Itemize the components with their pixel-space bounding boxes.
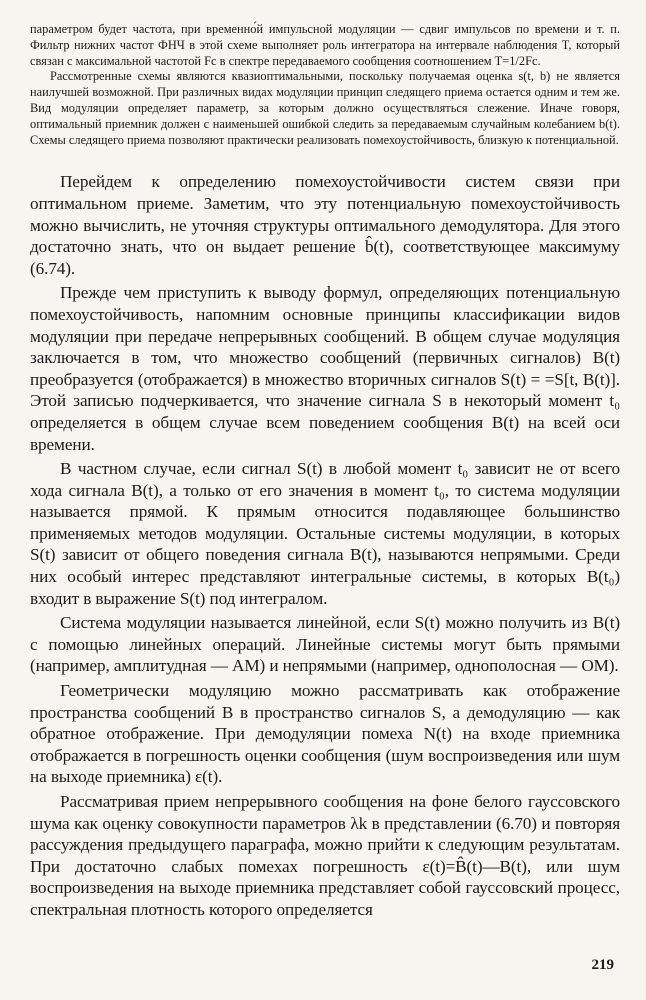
- main-paragraph: Прежде чем приступить к выводу формул, определяющих потенциальную помехоустойчивость, напомним основные принципы классификации видов модуляции при передаче непрерывных сообщений. В общем случае модуляция заключается в том, что множество сообщений (первичных сигналов) B(t) преобразуется (отображается) в множество вторичных сигналов S(t) = =S[t, B(t)]. Этой записью подчеркивается, что значение сигнала S в некоторый момент t₀ определяется в общем случае всем поведением сообщения B(t) на всей оси времени.: [30, 283, 620, 454]
- small-print-section: [30, 22, 620, 148]
- small-paragraph: Рассмотренные схемы являются квазиоптимальными, поскольку получаемая оценка s(t, b) не является наилучшей возможной. При различных видах модуляции принцип следящего приема остается одним и тем же. Вид модуляции определяет параметр, за которым должно осуществляться слежение. Иначе говоря, оптимальный приемник должен с наименьшей ошибкой следить за передаваемым случайным колебанием b(t). Схемы следящего приема позволяют практически реализовать помехоустойчивость, близкую к потенциальной.: [30, 69, 620, 147]
- main-paragraph: В частном случае, если сигнал S(t) в любой момент t₀ зависит не от всего хода сигнала B(t), а только от его значения в момент t₀, то система модуляции называется прямой. К прямым относится подавляющее большинство применяемых методов модуляции. Остальные системы модуляции, в которых S(t) зависит от общего поведения сигнала B(t), называются непрямыми. Среди них особый интерес представляют интегральные системы, в которых B(t₀) входит в выражение S(t) под интегралом.: [30, 459, 620, 608]
- main-paragraph: Система модуляции называется линейной, если S(t) можно получить из B(t) с помощью линейных операций. Линейные системы могут быть прямыми (например, амплитудная — AM) и непрямыми (например, однополосная — OM).: [30, 613, 620, 676]
- main-paragraph: Геометрически модуляцию можно рассматривать как отображение пространства сообщений B в пространство сигналов S, а демодуляцию — как обратное отображение. При демодуляции помеха N(t) на входе приемника отображается в погрешность оценки сообщения (шум воспроизведения или шум на выходе приемника) ε(t).: [30, 681, 620, 787]
- small-paragraph: параметром будет частота, при временно́й импульсной модуляции — сдвиг импульсов по времени и т. п. Фильтр нижних частот ФНЧ в этой схеме выполняет роль интегратора на интервале наблюдения T, который связан с максимальной частотой Fc в спектре передаваемого сообщения соотношением T=1/2Fc.: [30, 22, 620, 68]
- book-page: [30, 22, 620, 924]
- page-number: 219: [591, 957, 614, 973]
- main-paragraph: Перейдем к определению помехоустойчивости систем связи при оптимальном приеме. Заметим, что эту потенциальную помехоустойчивость можно вычислить, не уточняя структуры оптимального демодулятора. Для этого достаточно знать, что он выдает решение b̂(t), соответствующее максимуму (6.74).: [30, 172, 620, 278]
- main-text-section: [30, 171, 620, 920]
- main-paragraph: Рассматривая прием непрерывного сообщения на фоне белого гауссовского шума как оценку совокупности параметров λk в представлении (6.70) и повторяя рассуждения предыдущего параграфа, можно прийти к следующим результатам. При достаточно слабых помехах погрешность ε(t)=B̂(t)—B(t), или шум воспроизведения на выходе приемника представляет собой гауссовский процесс, спектральная плотность которого определяется: [30, 792, 620, 919]
